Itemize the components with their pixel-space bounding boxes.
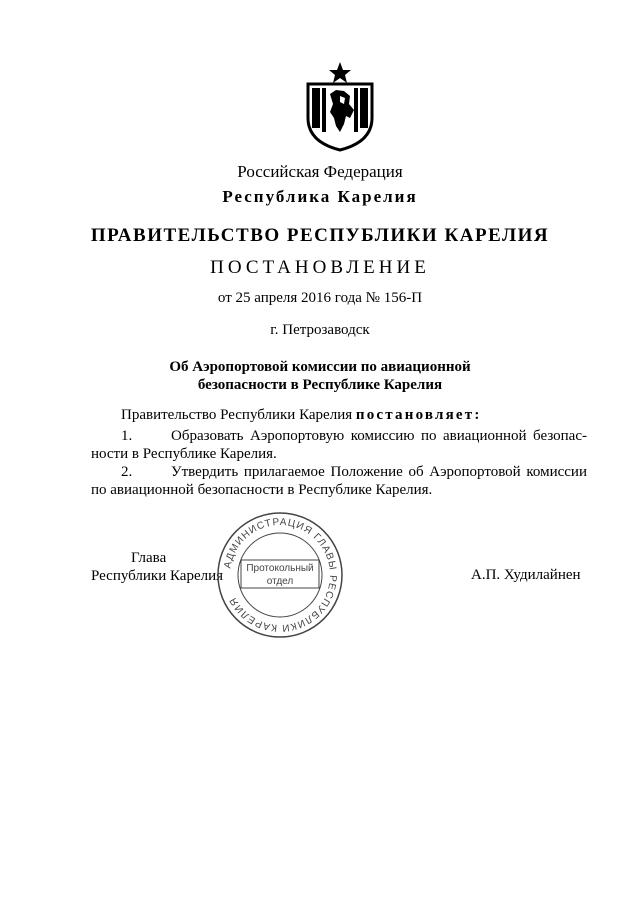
government-title: ПРАВИТЕЛЬСТВО РЕСПУБЛИКИ КАРЕЛИЯ xyxy=(90,225,550,246)
intro-decree-word: постановляет: xyxy=(355,407,482,423)
subject-line-1: Об Аэропортовой комиссии по авиационной xyxy=(169,359,471,375)
item-text-line-2: по авиационной безопасности в Республике Карелия. xyxy=(91,482,433,498)
item-text-line-1: Образовать Аэропортовую комиссию по авиационной безопас- xyxy=(171,428,587,444)
country-name: Российская Федерация xyxy=(237,162,403,181)
stamp-inner-line-2: отдел xyxy=(266,576,294,587)
signatory-name: А.П. Худилайнен xyxy=(471,567,581,583)
item-number: 2. xyxy=(121,464,133,480)
list-item xyxy=(91,463,587,499)
item-number: 1. xyxy=(121,428,133,444)
subject-line-2: безопасности в Республике Карелия xyxy=(197,377,443,393)
document-subject xyxy=(0,358,640,394)
official-stamp xyxy=(215,510,345,640)
intro-paragraph xyxy=(91,406,587,424)
list-item xyxy=(91,427,587,463)
city: г. Петрозаводск xyxy=(270,322,370,338)
intro-text: Правительство Республики Карелия xyxy=(121,407,353,423)
stamp-inner-line-1: Протокольный xyxy=(246,563,314,574)
item-text-line-2: ности в Республике Карелия. xyxy=(91,446,277,462)
item-text-line-1: Утвердить прилагаемое Положение об Аэропортовой комиссии xyxy=(171,464,587,480)
stamp-outer-text: АДМИНИСТРАЦИЯ ГЛАВЫ РЕСПУБЛИКИ КАРЕЛИЯ xyxy=(222,516,339,634)
coat-of-arms-icon xyxy=(300,60,380,152)
signature-title-line-2: Республики Карелия xyxy=(91,568,224,584)
signature-title-line-1: Глава xyxy=(131,550,167,566)
document-type: ПОСТАНОВЛЕНИЕ xyxy=(210,257,430,278)
date-line: от 25 апреля 2016 года № 156-П xyxy=(217,290,423,306)
republic-name: Республика Карелия xyxy=(222,187,418,206)
